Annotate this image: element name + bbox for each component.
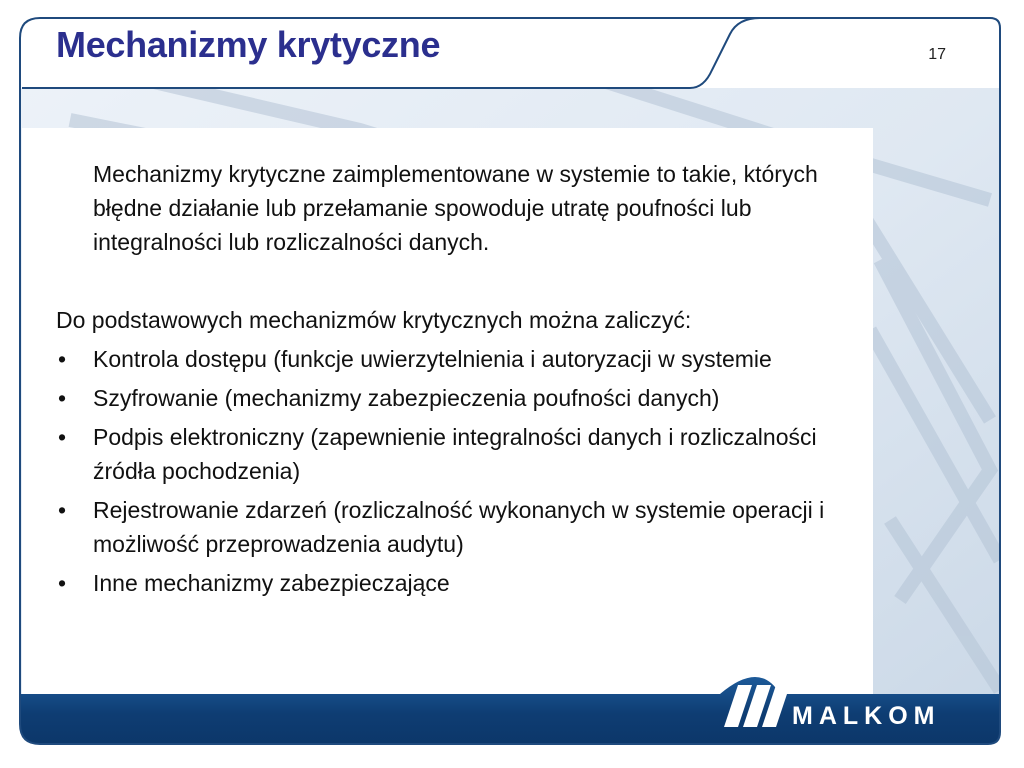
slide-content bbox=[56, 157, 876, 605]
bullet-text: Podpis elektroniczny (zapewnienie integralności danych i rozliczalności źródła pochodzenia) bbox=[93, 424, 817, 484]
bullet-marker: • bbox=[58, 385, 67, 411]
bullet-item bbox=[56, 566, 876, 600]
bullet-marker: • bbox=[58, 346, 67, 372]
bullet-item bbox=[56, 381, 876, 415]
bullet-marker: • bbox=[58, 497, 67, 523]
bullet-marker: • bbox=[58, 570, 67, 596]
logo-stripes-icon bbox=[722, 683, 797, 729]
intro-paragraph: Mechanizmy krytyczne zaimplementowane w systemie to takie, których błędne działanie lub przełamanie spowoduje utratę poufności lub integralności lub rozliczalności danych. bbox=[93, 161, 818, 255]
logo-text: MALKOM bbox=[792, 702, 941, 730]
slide-title: Mechanizmy krytyczne bbox=[56, 24, 441, 65]
bullet-marker: • bbox=[58, 424, 67, 450]
bullet-item bbox=[56, 342, 876, 376]
lead-text: Do podstawowych mechanizmów krytycznych można zaliczyć: bbox=[56, 307, 692, 333]
slide-number: 17 bbox=[928, 46, 946, 63]
malkom-logo bbox=[722, 683, 992, 733]
bullet-text: Inne mechanizmy zabezpieczające bbox=[93, 570, 450, 596]
bullet-text: Kontrola dostępu (funkcje uwierzytelnienia i autoryzacji w systemie bbox=[93, 346, 772, 372]
bullet-text: Szyfrowanie (mechanizmy zabezpieczenia poufności danych) bbox=[93, 385, 720, 411]
bullet-text: Rejestrowanie zdarzeń (rozliczalność wykonanych w systemie operacji i możliwość przeprowadzenia audytu) bbox=[93, 497, 825, 557]
bullet-item bbox=[56, 493, 876, 561]
bullet-list bbox=[56, 342, 876, 600]
bullet-item bbox=[56, 420, 876, 488]
